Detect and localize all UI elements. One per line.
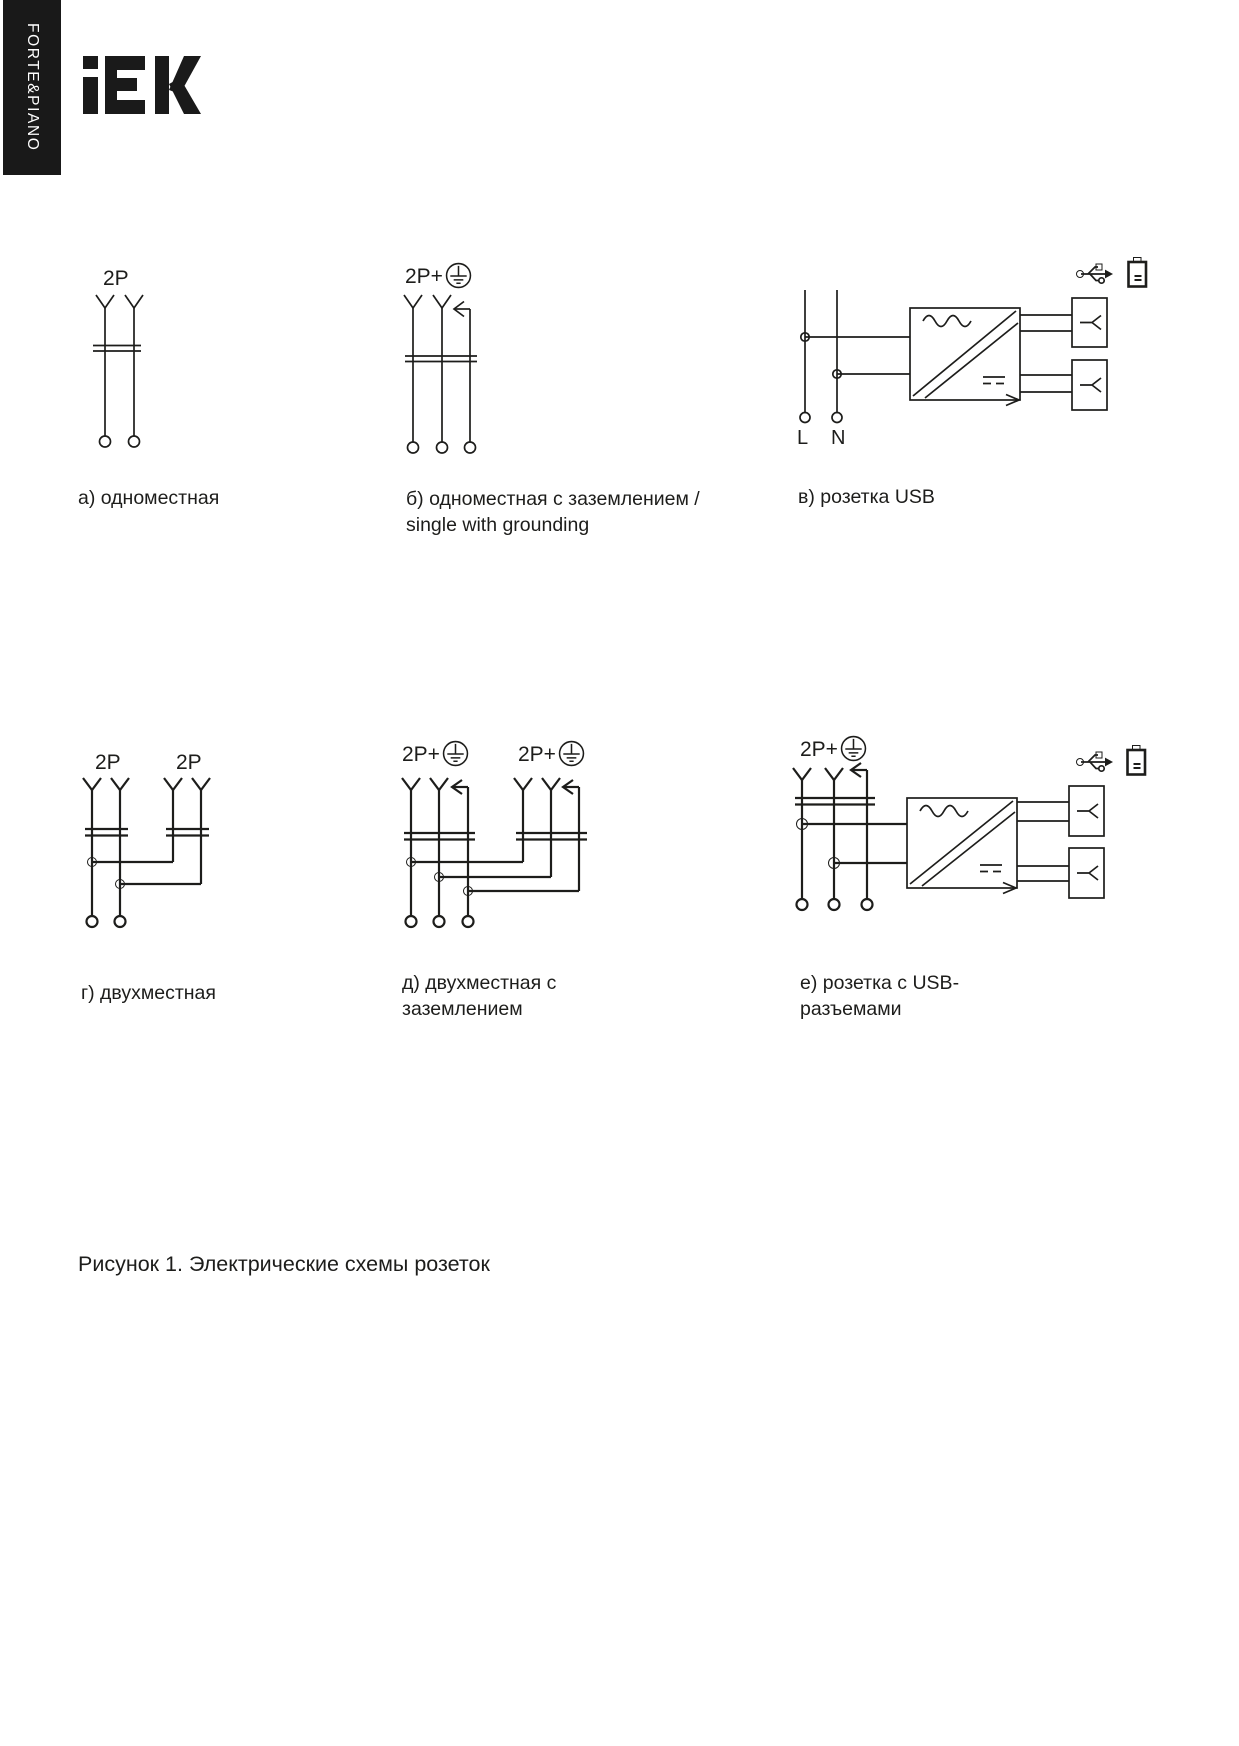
ground-contact-arrow-icon <box>452 780 468 794</box>
figure-caption: Рисунок 1. Электрические схемы розеток <box>78 1252 490 1276</box>
terminal-circle <box>829 899 840 910</box>
usb-port-fork-icon <box>1069 848 1104 898</box>
socket-contact-fork-icon <box>96 295 143 308</box>
terminal-label-neutral: N <box>831 427 846 449</box>
socket-body-lines <box>405 356 477 362</box>
caption-b: б) одноместная с заземлением / single with grounding <box>406 488 700 536</box>
ac-dc-converter-icon <box>910 308 1020 406</box>
terminal-circle <box>115 916 126 927</box>
terminal-circle <box>129 436 140 447</box>
terminal-circle <box>87 916 98 927</box>
terminal-circle <box>463 916 474 927</box>
pole-label-g-left: 2P <box>95 751 121 774</box>
usb-port-fork-icon <box>1072 360 1107 410</box>
caption-v: в) розетка USB <box>798 486 935 508</box>
usb-port-fork-icon <box>1069 786 1104 836</box>
socket-body-lines <box>404 833 587 840</box>
terminal-circle <box>437 442 448 453</box>
ground-contact-arrow-icon <box>563 780 579 794</box>
usb-trident-icon <box>1077 264 1114 283</box>
terminal-circle <box>465 442 476 453</box>
ac-dc-converter-icon <box>907 798 1017 894</box>
ac-sine-icon <box>923 316 971 327</box>
terminal-circle <box>800 413 810 423</box>
ac-sine-icon <box>920 806 968 817</box>
ground-contact-arrow-icon <box>851 763 867 777</box>
battery-icon <box>1129 258 1147 287</box>
terminal-circle <box>862 899 873 910</box>
socket-contact-fork-icon <box>404 295 451 308</box>
protective-earth-icon <box>442 740 469 767</box>
caption-a: а) одноместная <box>78 487 220 509</box>
diagram-double-socket-grounded <box>395 740 595 935</box>
ground-contact-arrow-icon <box>454 302 470 317</box>
brand-spine-bar <box>3 0 61 175</box>
protective-earth-icon <box>558 740 585 767</box>
series-name-vertical: FORTE&PIANO <box>24 23 41 152</box>
pole-label-b: 2P+ <box>405 266 472 289</box>
usb-trident-icon <box>1077 752 1114 771</box>
caption-e: е) розетка с USB- разъемами <box>800 972 960 1020</box>
terminal-circle <box>434 916 445 927</box>
pole-label-a: 2P <box>103 267 129 290</box>
pole-label-d-left: 2P+ <box>402 744 469 767</box>
socket-body-lines <box>85 829 209 836</box>
terminal-circle <box>832 413 842 423</box>
socket-contact-fork-icon <box>83 778 210 790</box>
terminal-circle <box>408 442 419 453</box>
socket-contact-fork-icon <box>793 768 843 780</box>
diagram-usb-socket <box>790 250 1160 460</box>
protective-earth-icon <box>445 262 472 289</box>
terminal-circle <box>797 899 808 910</box>
terminal-circle <box>100 436 111 447</box>
iek-logo-icon <box>83 56 201 115</box>
pole-label-e: 2P+ <box>800 739 867 762</box>
diagram-socket-with-usb <box>795 735 1160 920</box>
pole-label-g-right: 2P <box>176 751 202 774</box>
socket-contact-fork-icon <box>402 778 560 790</box>
terminal-label-line: L <box>797 427 809 449</box>
pole-label-d-right: 2P+ <box>518 744 585 767</box>
caption-d: д) двухместная с заземлением <box>402 972 557 1020</box>
battery-icon <box>1128 746 1146 775</box>
usb-port-fork-icon <box>1072 298 1107 347</box>
protective-earth-icon <box>840 735 867 762</box>
terminal-circle <box>406 916 417 927</box>
caption-g: г) двухместная <box>81 982 216 1004</box>
